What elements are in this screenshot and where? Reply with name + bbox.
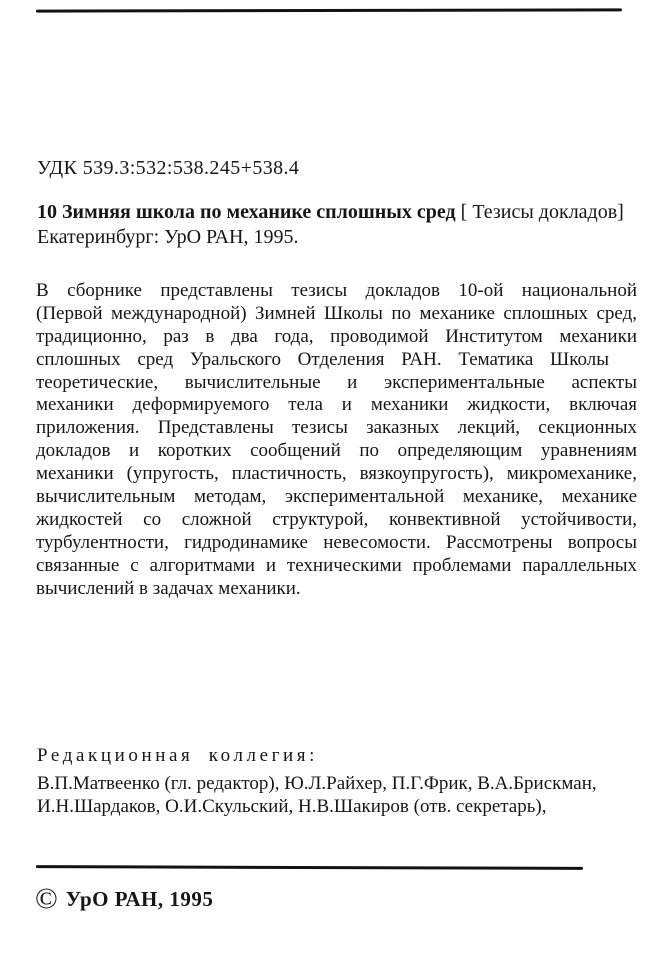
copyright-symbol: © bbox=[35, 882, 58, 915]
editorial-board-names-line: И.Н.Шардаков, О.И.Скульский, Н.В.Шакиров (отв. секретарь), bbox=[37, 796, 547, 818]
abstract-line: В сборнике представлены тезисы докладов 10-ой национальной bbox=[36, 280, 637, 301]
abstract-line: турбулентности, гидродинамике невесомости. Рассмотрены вопросы bbox=[36, 531, 637, 553]
abstract-line: жидкостей со сложной структурой, конвективной устойчивости, bbox=[36, 508, 637, 530]
editorial-board-section bbox=[37, 744, 597, 819]
abstract-line: традиционно, раз в два года, проводимой Институтом механики bbox=[36, 325, 637, 347]
abstract-line: приложения. Представлены тезисы заказных лекций, секционных bbox=[36, 417, 637, 439]
copyright-text: УрО РАН, 1995 bbox=[65, 886, 214, 911]
editorial-board-names-line: В.П.Матвеенко (гл. редактор), Ю.Л.Райхер, П.Г.Фрик, В.А.Брискман, bbox=[37, 772, 597, 794]
abstract-line: связанные с алгоритмами и техническими проблемами параллельных bbox=[36, 554, 637, 576]
book-title-line bbox=[37, 201, 624, 224]
abstract-line: вычислительным методам, экспериментальной механике, механике bbox=[36, 486, 637, 508]
copyright-line bbox=[35, 884, 213, 914]
book-title-subtitle: [ Тезисы докладов] bbox=[455, 201, 624, 223]
imprint-line: Екатеринбург: УрО РАН, 1995. bbox=[37, 226, 299, 248]
abstract-line: механики деформируемого тела и механики жидкости, включая bbox=[36, 394, 637, 416]
top-horizontal-rule bbox=[36, 8, 622, 12]
bottom-horizontal-rule bbox=[36, 865, 583, 870]
editorial-board-heading: Редакционная коллегия: bbox=[37, 745, 319, 766]
udc-classification: УДК 539.3:532:538.245+538.4 bbox=[37, 157, 300, 179]
abstract-line: докладов и коротких сообщений по определяющим уравнениям bbox=[36, 440, 637, 462]
abstract-line: сплошных сред Уральского Отделения РАН. Тематика Школы bbox=[36, 348, 609, 370]
abstract-line: вычислений в задачах механики. bbox=[36, 577, 301, 599]
abstract-line: механики (упругость, пластичность, вязкоупругость), микромеханике, bbox=[36, 463, 637, 485]
book-title-bold: 10 Зимняя школа по механике сплошных сред bbox=[37, 201, 456, 223]
abstract-line: теоретические, вычислительные и экспериментальные аспекты bbox=[36, 371, 637, 393]
abstract-paragraph bbox=[36, 280, 637, 600]
abstract-line: (Первой международной) Зимней Школы по механике сплошных сред, bbox=[36, 302, 637, 324]
